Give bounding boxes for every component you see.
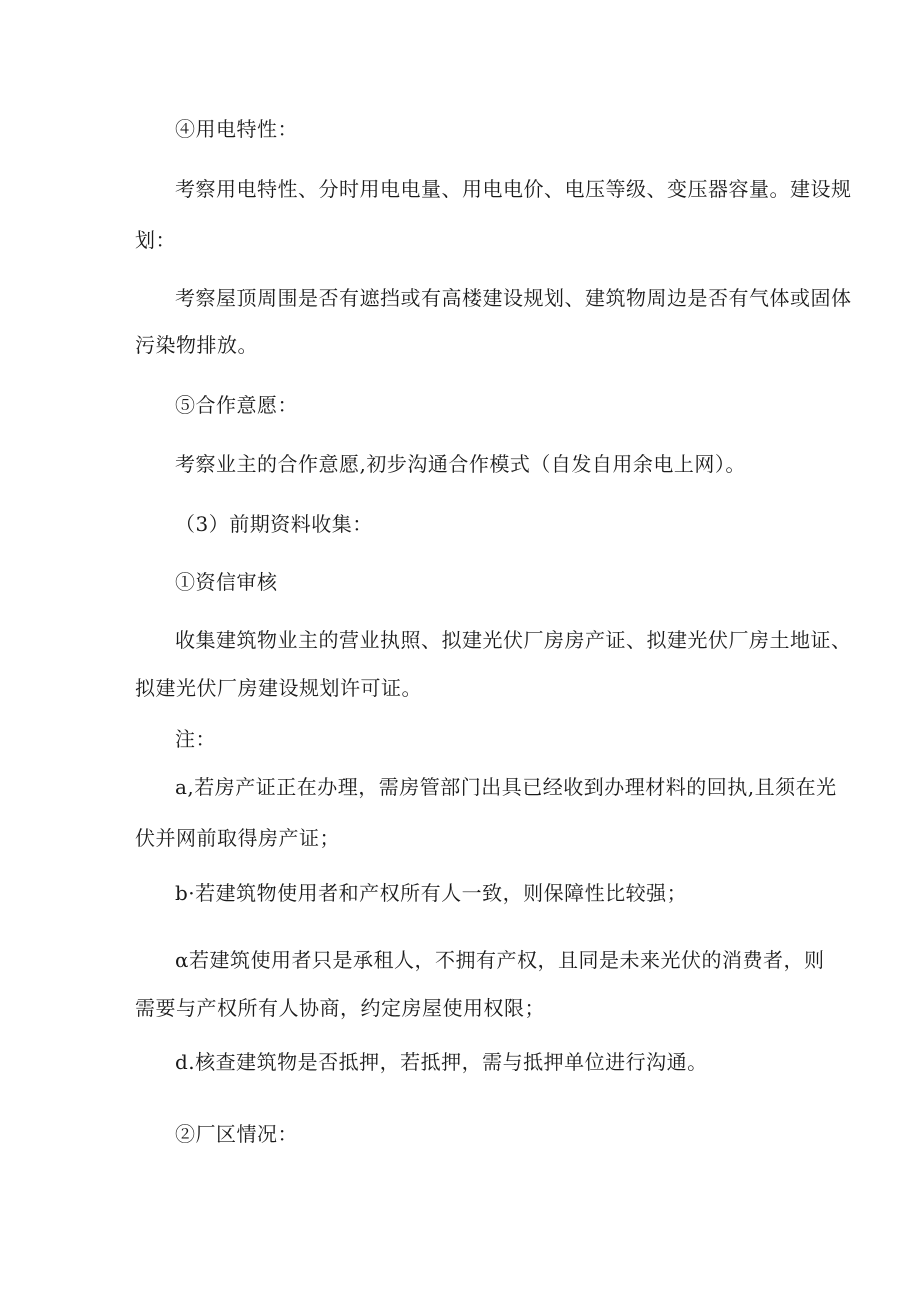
heading-preliminary-data: （3）前期资料收集： (175, 512, 373, 536)
paragraph-roof-line-1: 考察屋顶周围是否有遮挡或有高楼建设规划、建筑物周边是否有气体或固体 (175, 286, 852, 310)
note-c-line-2: 需要与产权所有人协商，约定房屋使用权限； (135, 996, 545, 1020)
note-d: d.核查建筑物是否抵押，若抵押，需与抵押单位进行沟通。 (175, 1050, 708, 1074)
note-b: b·若建筑物使用者和产权所有人一致，则保障性比较强； (175, 881, 688, 905)
paragraph-collect-line-2: 拟建光伏厂房建设规划许可证。 (135, 676, 422, 700)
heading-factory-situation: ②厂区情况： (175, 1122, 298, 1146)
paragraph-collect-line-1: 收集建筑物业主的营业执照、拟建光伏厂房房产证、拟建光伏厂房土地证、 (175, 628, 852, 652)
paragraph-electricity-line-1: 考察用电特性、分时用电电量、用电电价、电压等级、变压器容量。建设规 (175, 177, 852, 201)
paragraph-cooperation: 考察业主的合作意愿,初步沟通合作模式（自发自用余电上网）。 (175, 452, 746, 476)
paragraph-roof-line-2: 污染物排放。 (135, 333, 258, 357)
note-a-line-2: 伏并网前取得房产证； (135, 826, 340, 850)
paragraph-electricity-line-2: 划： (135, 228, 176, 252)
heading-cooperation-willingness: ⑤合作意愿： (175, 393, 298, 417)
heading-electricity-characteristics: ④用电特性： (175, 117, 298, 141)
note-a-line-1: a,若房产证正在办理，需房管部门出具已经收到办理材料的回执,且须在光 (175, 775, 837, 799)
note-label: 注： (175, 727, 216, 751)
heading-credit-review: ①资信审核 (175, 570, 278, 594)
note-c-line-1: α若建筑使用者只是承租人，不拥有产权，且同是未来光伏的消费者，则 (175, 948, 825, 972)
